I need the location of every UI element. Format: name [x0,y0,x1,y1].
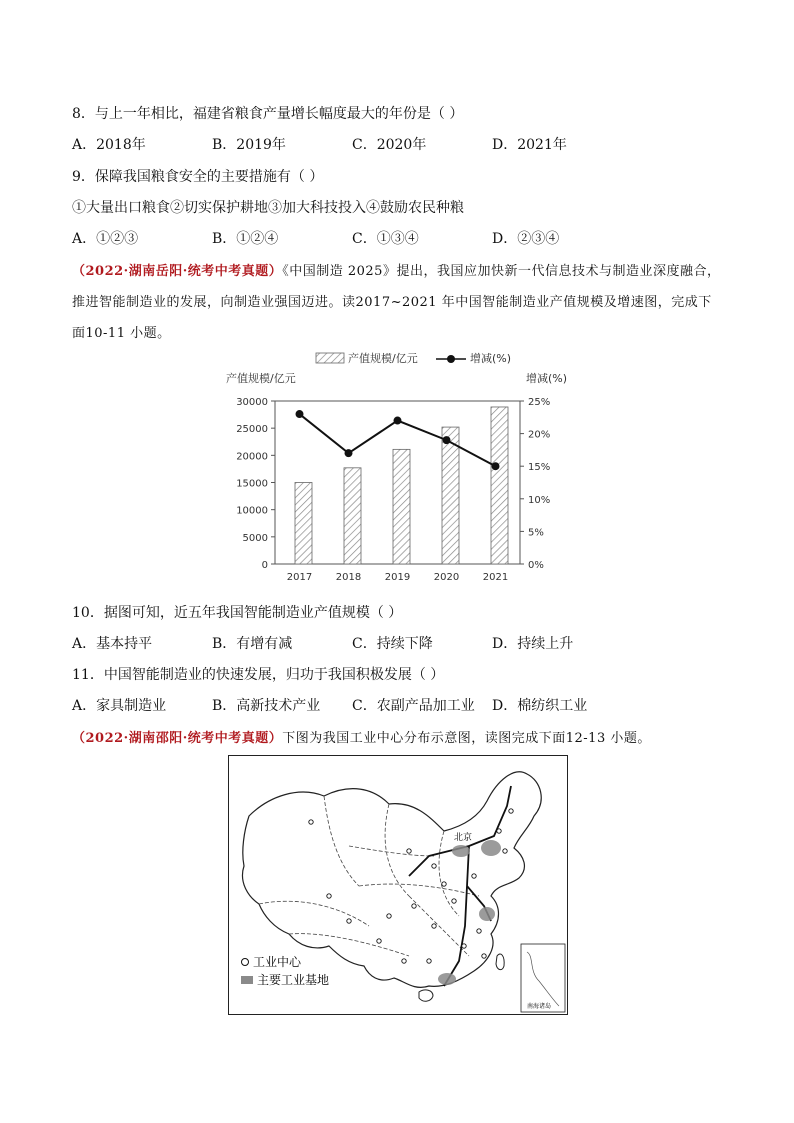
y-axis-left-title: 产值规模/亿元 [226,372,296,385]
bar-2018 [344,468,361,564]
industry-map [228,755,568,1015]
q10-stem: 10．据图可知，近五年我国智能制造业产值规模（ ） [72,605,403,621]
industry-chart [200,345,590,585]
bar-2017 [295,483,312,565]
legend-bar-label: 产值规模/亿元 [348,352,418,365]
q10-option-a[interactable]: A．基本持平 [72,636,153,652]
q9-option-b[interactable]: B．①②④ [212,231,279,247]
y-left-tick-label: 10000 [236,505,268,517]
industrial-base-icon [241,976,253,984]
growth-point-2017 [296,410,304,418]
industrial-center-icon [241,958,249,966]
intro2-source: （2022·湖南邵阳·统考中考真题） [72,731,283,746]
bar-2019 [393,449,410,564]
y-left-tick-label: 0 [261,560,268,571]
q9-items: ①大量出口粮食②切实保护耕地③加大科技投入④鼓励农民种粮 [72,200,464,216]
x-tick-label: 2017 [286,572,313,583]
q11-stem: 11．中国智能制造业的快速发展，归功于我国积极发展（ ） [72,667,445,683]
bar-2021 [491,407,508,564]
y-left-tick-label: 30000 [236,397,268,408]
y-right-tick-label: 20% [528,429,551,441]
y-right-tick-label: 15% [528,462,551,474]
y-right-tick-label: 25% [528,397,551,408]
intro1-line1 [72,260,720,279]
q8-stem: 8．与上一年相比，福建省粮食产量增长幅度最大的年份是（ ） [72,106,464,122]
bar-2020 [442,427,459,564]
intro2-text: 下图为我国工业中心分布示意图，读图完成下面12-13 小题。 [282,731,651,746]
q9-option-c[interactable]: C．①③④ [352,231,419,247]
x-tick-label: 2020 [433,572,460,583]
legend-industrial-base [241,971,329,988]
x-tick-label: 2019 [384,572,411,583]
growth-point-2020 [443,436,451,444]
q11-option-a[interactable]: A．家具制造业 [72,698,167,714]
y-left-tick-label: 25000 [236,424,268,436]
q10-options [72,633,722,653]
q8-option-a[interactable]: A．2018年 [72,137,146,153]
legend-industrial-center [241,953,301,970]
legend-industrial-center-label: 工业中心 [253,955,302,969]
legend-line-label: 增减(%) [470,352,512,365]
q11-option-d[interactable]: D．棉纺织工业 [492,698,588,714]
intro1-line3: 面10-11 小题。 [72,326,171,341]
q10-option-d[interactable]: D．持续上升 [492,636,574,652]
q11-option-b[interactable]: B．高新技术产业 [212,698,321,714]
inset-label: 南海诸岛 [527,1003,552,1010]
y-axis-right-title: 增减(%) [526,372,568,385]
y-left-tick-label: 20000 [236,451,268,463]
legend-industrial-base-label: 主要工业基地 [257,973,330,987]
growth-point-2019 [394,417,402,425]
y-right-tick-label: 10% [528,494,551,506]
map-label-beijing: 北京 [454,833,473,843]
q8-option-b[interactable]: B．2019年 [212,137,286,153]
x-tick-label: 2018 [335,572,362,583]
q8-options [72,134,722,154]
intro2-line [72,727,651,746]
legend-bar-swatch [316,353,344,363]
y-left-tick-label: 15000 [236,478,268,490]
growth-point-2021 [492,462,500,470]
y-right-tick-label: 0% [528,560,544,571]
growth-point-2018 [345,449,353,457]
y-left-tick-label: 5000 [242,532,268,544]
q10-option-c[interactable]: C．持续下降 [352,636,433,652]
intro1-text: 《中国制造 2025》提出，我国应加快新一代信息技术与制造业深度融合， [282,264,721,279]
y-right-tick-label: 5% [528,527,544,539]
q9-option-d[interactable]: D．②③④ [492,231,560,247]
intro1-line2: 推进智能制造业的发展，向制造业强国迈进。读2017~2021 年中国智能制造业产值规模及增速图，完成下 [72,295,712,310]
legend-line-marker [447,355,455,363]
q10-option-b[interactable]: B．有增有减 [212,636,293,652]
q11-option-c[interactable]: C．农副产品加工业 [352,698,475,714]
q11-options [72,695,722,715]
q8-option-d[interactable]: D．2021年 [492,137,567,153]
q9-options [72,228,722,248]
q9-stem: 9．保障我国粮食安全的主要措施有（ ） [72,169,324,185]
intro1-source: （2022·湖南岳阳·统考中考真题） [72,264,283,279]
q8-option-c[interactable]: C．2020年 [352,137,427,153]
x-tick-label: 2021 [482,572,509,583]
q9-option-a[interactable]: A．①②③ [72,231,139,247]
